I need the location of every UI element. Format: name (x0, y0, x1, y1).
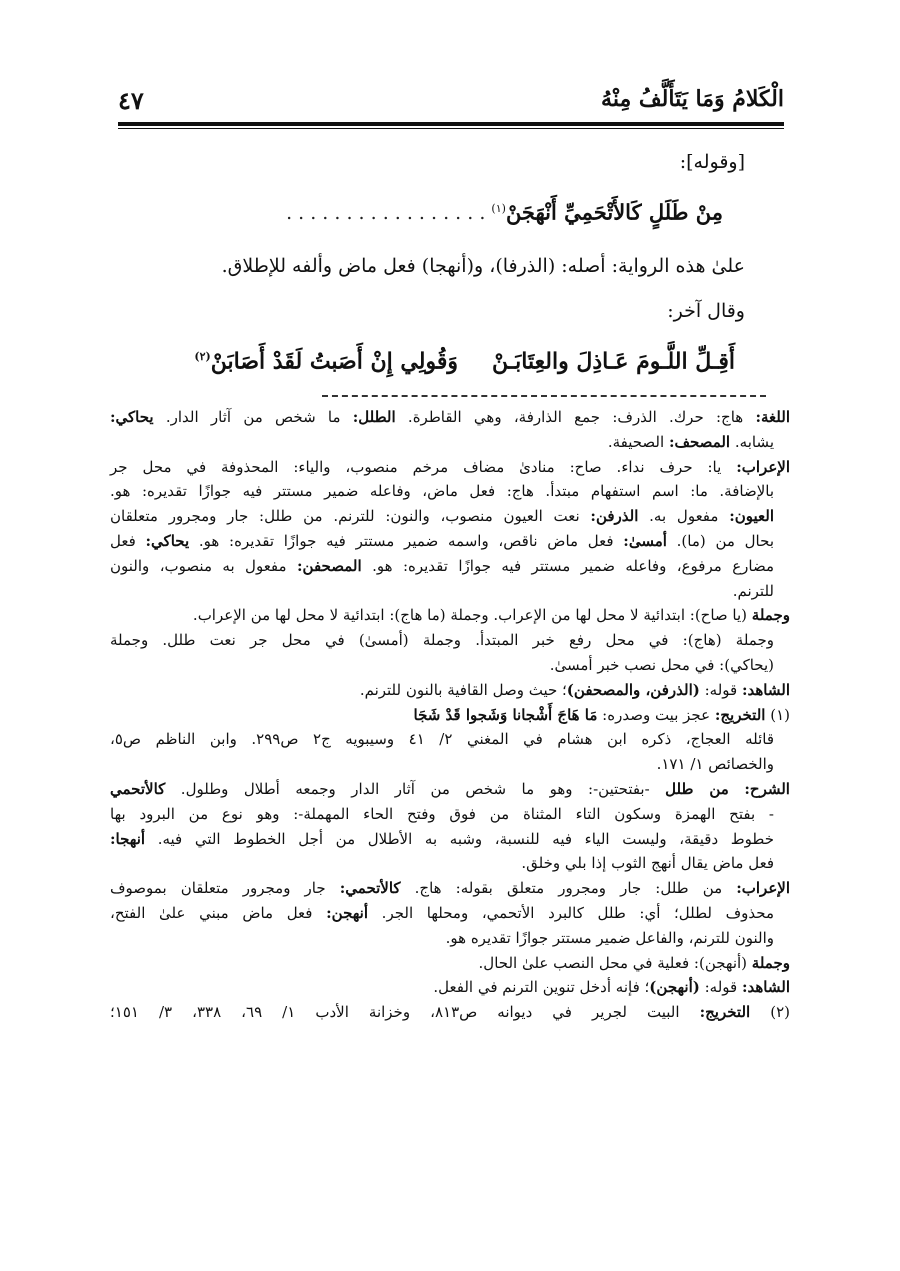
note-line: محذوف لطلل؛ أي: طلل كالبرد الأتحمي، ومحلها الجر. أنهجن: فعل ماض مبني علىٰ الفتح، (110, 903, 774, 922)
running-title: الْكَلامُ وَمَا يَتَأَلَّفُ مِنْهُ (601, 86, 784, 112)
verse-1 (278, 197, 723, 225)
intro-label: [وقوله]: (679, 151, 745, 173)
note-line: يشابه. المصحف: الصحيفة. (607, 432, 774, 451)
note-line: وجملة (يا صاح): ابتدائية لا محل لها من الإعراب. وجملة (ما هاج): ابتدائية لا محل لها من الإعراب. (192, 606, 790, 625)
note-line: والخصائص ١/ ١٧١. (656, 755, 774, 774)
page-header (118, 84, 784, 124)
note-line: - بفتح الهمزة وسكون التاء المثناة من فوق وفتح الحاء المهملة-: وهو نوع من البرود بها (110, 804, 774, 823)
note-line: الشاهد: قوله: (أنهجن)؛ فإنه أدخل تنوين الترنم في الفعل. (433, 978, 790, 997)
note-line: فعل ماض يقال أنهج الثوب إذا بلي وخلق. (521, 854, 774, 873)
note-line: (١) التخريج: عجز بيت وصدره: مَا هَاجَ أَشْجانا وَشَجوا قَدْ شَجَا (413, 705, 790, 724)
note-line: مضارع مرفوع، وفاعله ضمير مستتر فيه جوازًا تقديره: هو. المصحفن: مفعول به منصوب، والنون (110, 556, 775, 575)
verse-2-second-hemistich: وَقُولِي إِنْ أَصَبتُ لَقَدْ أَصَابَنْ (210, 348, 458, 375)
note-line: (٢) التخريج: البيت لجرير في ديوانه ص٨١٣، وخزانة الأدب ١/ ٦٩، ٣٣٨، ٣/ ١٥١؛ (110, 1003, 791, 1022)
note-line: الشاهد: قوله: (الذرفن، والمصحفن)؛ حيث وصل القافية بالنون للترنم. (359, 680, 790, 699)
verse-2-first-hemistich: أَقِـلِّ اللَّـومَ عَـاذِلَ والعِتَابَـنْ (491, 348, 735, 375)
note-line: خطوط دقيقة، وليست الياء فيه للنسبة، وشبه به الأطلال من أجل الخطوط التي فيه. أنهجا: (110, 829, 774, 848)
note-line: اللغة: هاج: حرك. الذرف: جمع الذارفة، وهي القاطرة. الطلل: ما شخص من آثار الدار. يحاكي: (110, 408, 790, 426)
note-line: بحال من (ما). أمسىٰ: فعل ماض ناقص، واسمه ضمير مستتر فيه جوازًا تقديره: هو. يحاكي: فعل (110, 531, 774, 550)
footnote-ref-1: (١) (491, 202, 506, 215)
footnote-ref-2: (٢) (194, 350, 211, 363)
note-line: وجملة (أنهجن): فعلية في محل النصب علىٰ الحال. (478, 953, 790, 972)
note-line: العيون: مفعول به. الذرفن: نعت العيون منصوب، والنون: للترنم. من طلل: جار ومجرور متعلقان (110, 507, 774, 526)
verse-1-ellipsis: . . . . . . . . . . . . . . . . . (286, 202, 486, 225)
note-line: (يحاكي): في محل نصب خبر أمسىٰ. (549, 655, 774, 674)
footnotes (110, 405, 790, 1025)
note-line: قائله العجاج، ذكره ابن هشام في المغني ٢/ ٤١ وسيبويه ج٢ ص٢٩٩. وابن الناظم ص٥، (110, 730, 775, 749)
note-line: الإعراب: يا: حرف نداء. صاح: منادىٰ مضاف مرخم منصوب، والياء: المحذوفة في محل جر (110, 457, 790, 476)
another-poet-label: وقال آخر: (667, 300, 745, 322)
verse-1-text: مِنْ طَلَلٍ كَالأَتْحَمِيِّ أَنْهَجَنْ (505, 199, 723, 225)
note-line: للترنم. (732, 581, 774, 600)
page-number: ٤٧ (118, 86, 144, 115)
footnote-separator (322, 395, 766, 397)
header-rule-thin (118, 128, 784, 129)
note-line: بالإضافة. ما: اسم استفهام مبتدأ. هاج: فعل ماض، وفاعله ضمير مستتر فيه جوازًا تقديره: هو. (110, 482, 774, 501)
commentary-line: علىٰ هذه الرواية: أصله: (الذرفا)، و(أنهجا) فعل ماض وألفه للإطلاق. (221, 255, 745, 277)
note-line: الإعراب: من طلل: جار ومجرور متعلق بقوله: هاج. كالأتحمي: جار ومجرور متعلقان بموصوف (110, 879, 791, 898)
note-line: الشرح: من طلل -بفتحتين-: وهو ما شخص من آثار الدار وجمعه أطلال وطلول. كالأتحمي (110, 779, 790, 798)
note-line: وجملة (هاج): في محل رفع خبر المبتدأ. وجملة (أمسىٰ) في محل جر نعت طلل. وجملة (110, 631, 774, 650)
header-rule-thick (118, 122, 784, 126)
note-line: والنون للترنم، والفاعل ضمير مستتر جوازًا تقديره هو. (445, 928, 774, 947)
verse-2 (194, 345, 735, 373)
